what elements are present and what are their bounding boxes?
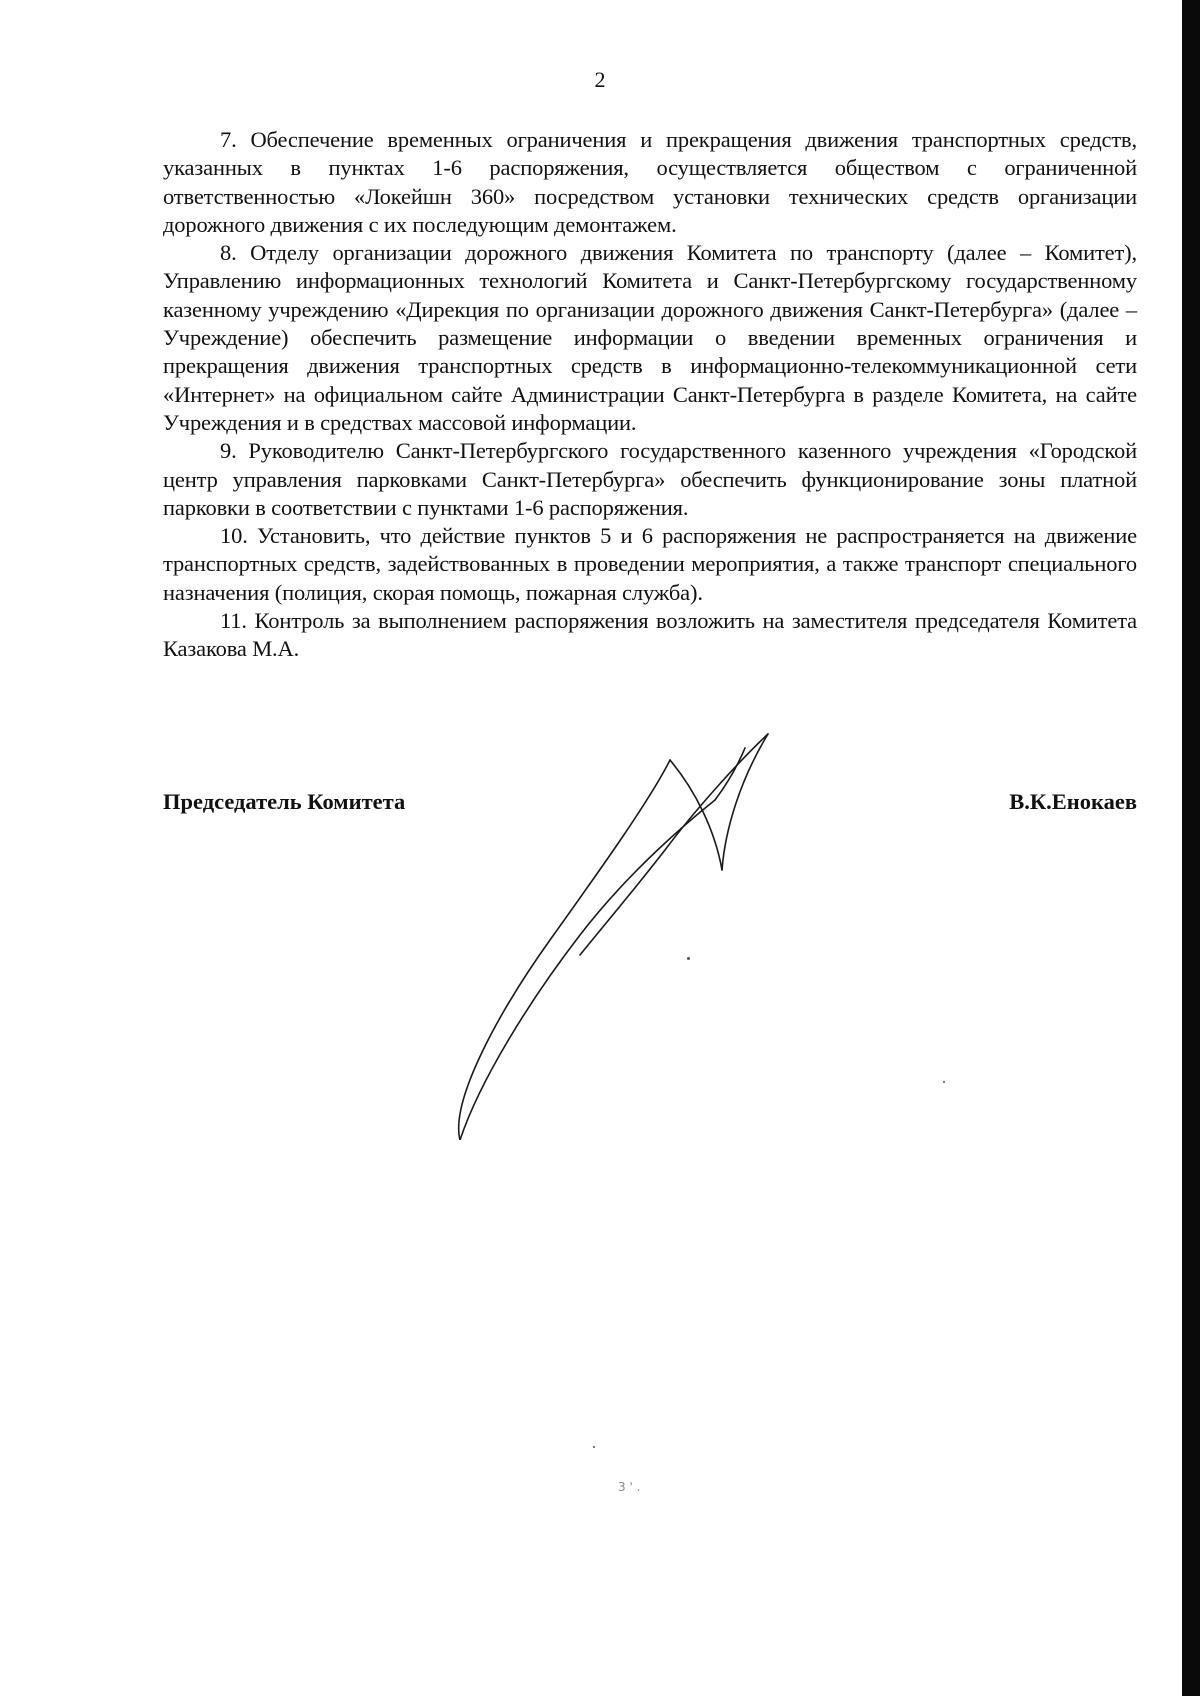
document-body xyxy=(163,126,1137,664)
paragraph-8: 8. Отделу организации дорожного движения Комитета по транспорту (далее – Комитет), Управлению информационных технологий Комитета и Санкт-Петербургскому государственному казенному учреждению «Дирекция по организации дорожного движения Санкт-Петербурга» (далее – Учреждение) обеспечить размещение информации о введении временных ограничения и прекращения движения транспортных средств в информационно-телекоммуникационной сети «Интернет» на официальном сайте Администрации Санкт-Петербурга в разделе Комитета, на сайте Учреждения и в средствах массовой информации. xyxy=(163,240,1137,435)
paragraph-9: 9. Руководителю Санкт-Петербургского государственного казенного учреждения «Городской центр управления парковками Санкт-Петербурга» обеспечить функционирование зоны платной парковки в соответствии с пунктами 1-6 распоряжения. xyxy=(163,438,1137,520)
scan-speck xyxy=(593,1446,595,1448)
scan-marks: 3 ' . xyxy=(618,1480,641,1494)
paragraph-7: 7. Обеспечение временных ограничения и прекращения движения транспортных средств, указанных в пунктах 1-6 распоряжения, осуществляется обществом с ограниченной ответственностью «Локейшн 360» посредством установки технических средств организации дорожного движения с их последующим демонтажем. xyxy=(163,127,1137,237)
scan-speck xyxy=(943,1081,945,1083)
signatory-title: Председатель Комитета xyxy=(163,789,406,814)
paragraph-10: 10. Установить, что действие пунктов 5 и 6 распоряжения не распространяется на движение транспортных средств, задействованных в проведении мероприятия, а также транспорт специального назначения (полиция, скорая помощь, пожарная служба). xyxy=(163,523,1137,605)
scan-speck xyxy=(687,957,690,960)
scan-edge xyxy=(1182,0,1200,1696)
handwritten-signature xyxy=(440,720,780,1140)
page-number: 2 xyxy=(594,67,606,92)
paragraph-11: 11. Контроль за выполнением распоряжения возложить на заместителя председателя Комитета Казакова М.А. xyxy=(163,608,1137,662)
signatory-name: В.К.Енокаев xyxy=(1009,789,1137,814)
